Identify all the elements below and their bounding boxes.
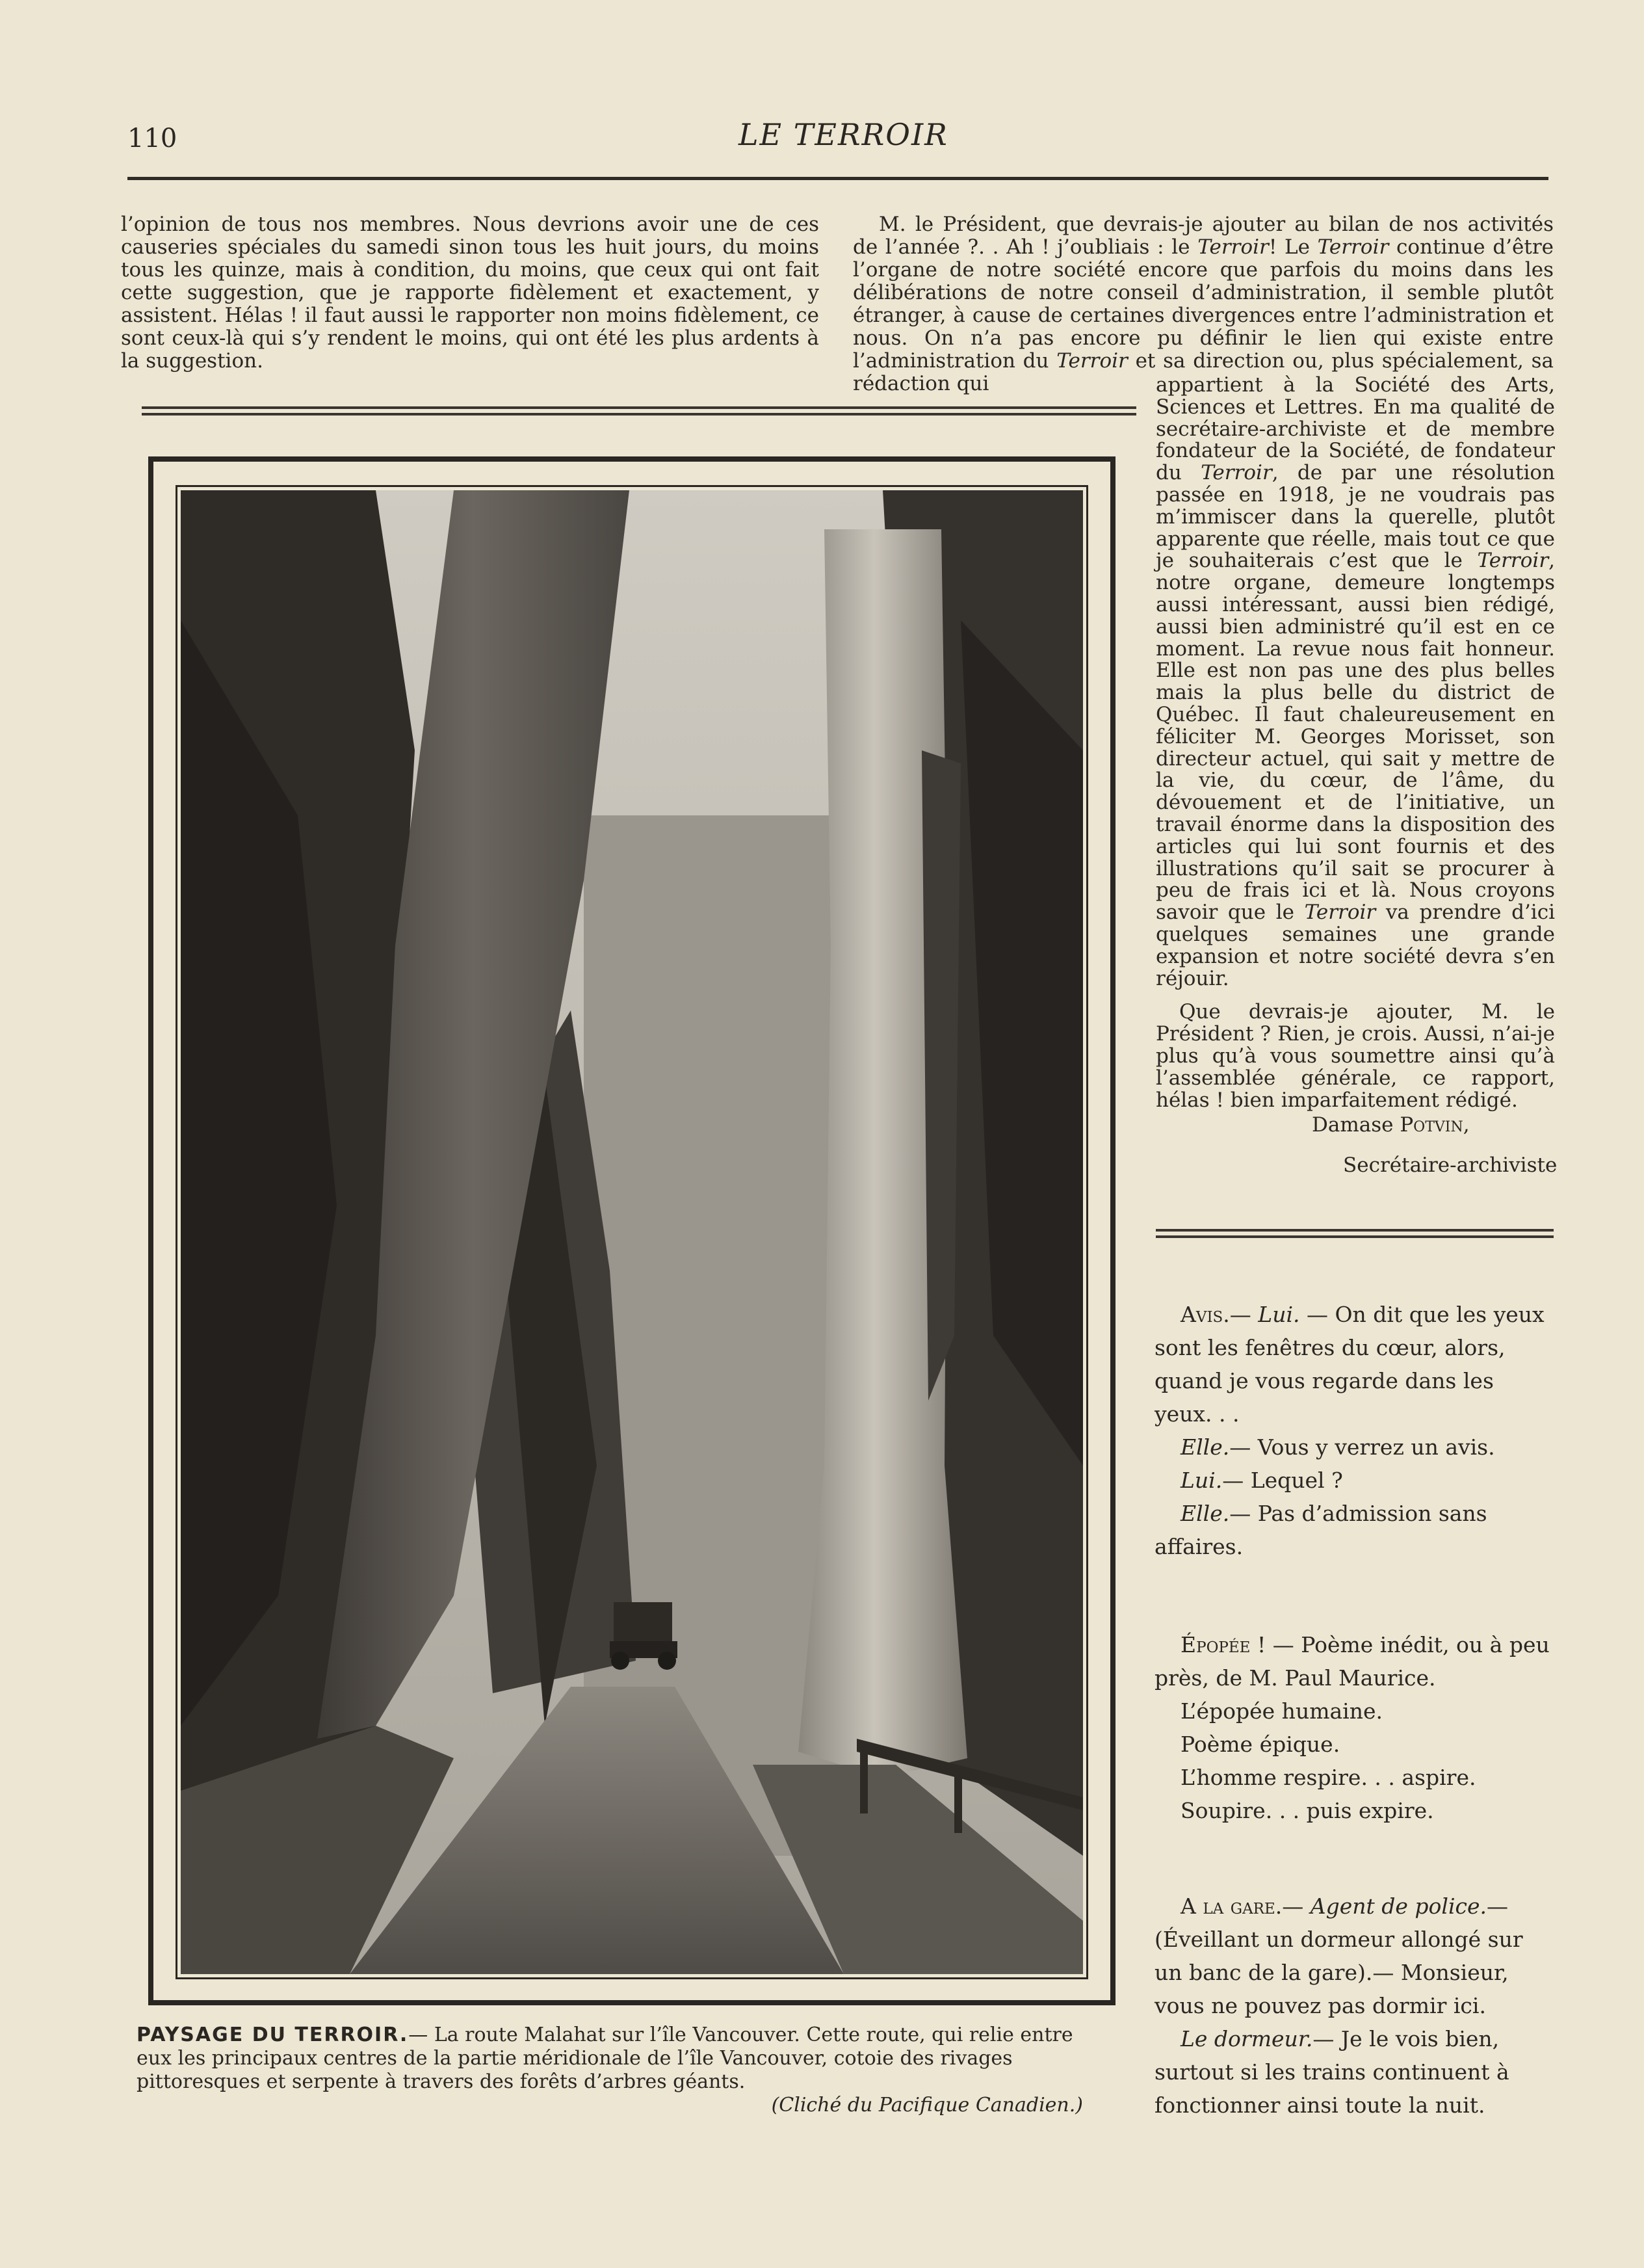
right-column-narrow-text [1156, 375, 1555, 1111]
photo-caption: PAYSAGE DU TERROIR.— La route Malahat sur l’île Vancouver. Cette route, qui relie entre eux les principaux centres de la partie méridionale de l’île Vancouver, cotoie des rivages pittoresques et serpente à travers des forêts d’arbres géants. (Cliché du Pacifique Canadien.) [137, 2024, 1096, 2117]
section-rule-left [142, 406, 1136, 415]
signature-title: Secrétaire-archiviste [1343, 1154, 1558, 1177]
left-column-text [121, 213, 819, 373]
right-paragraph-top: M. le Président, que devrais-je ajouter au bilan de nos activités de l’année ?. . Ah ! j’oubliais : le Terroir! Le Terroir continue d’être l’organe de notre société encore que parfois du moins dans les délibérations de notre conseil d’administration, il semble plutôt étranger, à cause de certaines divergences entre l’administration et nous. On n’a pas encore pu définir le lien qui existe entre l’administration du Terroir et sa direction ou, plus spécialement, sa rédaction qui [853, 213, 1554, 395]
right-paragraph-continued: appartient à la Société des Arts, Sciences et Lettres. En ma qualité de secrétaire-archiviste et de membre fondateur de la Société, de fondateur du Terroir, de par une résolution passée en 1918, je ne voudrais pas m’immiscer dans la querelle, plutôt apparente que réelle, mais tout ce que je souhaiterais c’est que le Terroir, notre organe, demeure longtemps aussi intéressant, aussi bien rédigé, aussi bien administré qu’il est en ce moment. La revue nous fait honneur. Elle est non pas une des plus belles mais la plus belle du district de Québec. Il faut chaleureusement en féliciter M. Georges Morisset, son directeur actuel, qui sait y mettre de la vie, du cœur, de l’âme, du dévouement et de l’initiative, un travail énorme dans la disposition des articles qui lui sont fournis et des illustrations qu’il sait se procurer à peu de frais ici et là. Nous croyons savoir que le Terroir va prendre d’ici quelques semaines une grande expansion et notre société devra s’en réjouir. [1156, 373, 1556, 990]
right-column-top-text [853, 213, 1554, 395]
caption-credit: (Cliché du Pacifique Canadien.) [771, 2094, 1083, 2116]
note-epopee: Épopée ! — Poème inédit, ou à peu près, de M. Paul Maurice. L’épopée humaine. Poème épique. L’homme respire. . . aspire. Soupire. . . puis expire. [1155, 1632, 1550, 1823]
left-paragraph: l’opinion de tous nos membres. Nous devrions avoir une de ces causeries spéciales du samedi sinon tous les huit jours, du moins tous les quinze, mais à condition, du moins, que ceux qui ont fait cette suggestion, que je rapporte fidèlement et exactement, y assistent. Hélas ! il faut aussi le rapporter non moins fidèlement, ce sont ceux-là qui s’y rendent le moins, qui ont été les plus ardents à la suggestion. [121, 213, 819, 373]
section-rule-right [1156, 1229, 1554, 1238]
note-gare: A la gare.— Agent de police.— (Éveillant un dormeur allongé sur un banc de la gare).— Monsieur, vous ne pouvez pas dormir ici. Le dormeur.— Je le vois bien, surtout si les trains continuent à fonctionner ainsi toute la nuit. [1155, 1893, 1523, 2118]
right-paragraph-closing: Que devrais-je ajouter, M. le Président ? Rien, je crois. Aussi, n’ai-je plus qu’à vous soumettre ainsi qu’à l’assemblée générale, ce rapport, hélas ! bien imparfaitement rédigé. [1156, 1000, 1555, 1112]
running-title: LE TERROIR [738, 117, 948, 152]
caption-text: La route Malahat sur l’île Vancouver. Cette route, qui relie entre eux les principaux centres de la partie méridionale de l’île Vancouver, cotoie des rivages pittoresques et serpente à travers des forêts d’arbres géants. [137, 2024, 1073, 2093]
header-rule [127, 177, 1548, 180]
signature-name: Damase Potvin, [1312, 1113, 1470, 1137]
forest-road-photo [181, 490, 1083, 1974]
caption-lead: PAYSAGE DU TERROIR. [137, 2024, 409, 2046]
note-avis: Avis.— Lui. — On dit que les yeux sont les fenêtres du cœur, alors, quand je vous regarde dans les yeux. . . Elle.— Vous y verrez un avis. Lui.— Lequel ? Elle.— Pas d’admission sans affaires. [1155, 1302, 1545, 1559]
page-number: 110 [127, 124, 177, 153]
